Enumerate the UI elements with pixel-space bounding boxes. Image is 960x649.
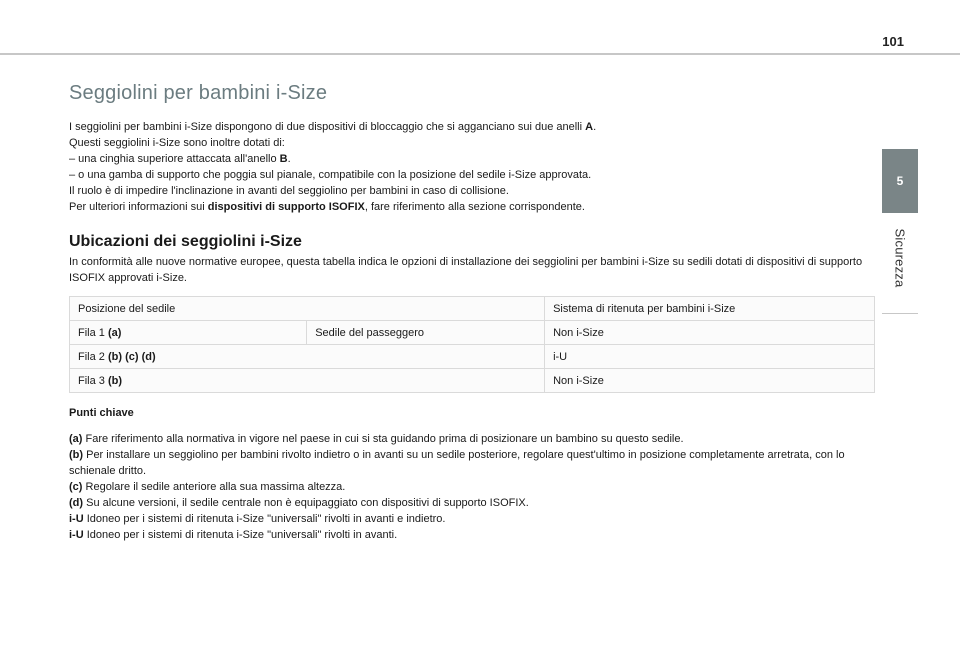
row-value: Non i-Size (545, 321, 875, 345)
intro-text-span: . (593, 121, 597, 133)
note-item (69, 447, 875, 479)
note-text: Idoneo per i sistemi di ritenuta i-Size "universali" rivolti in avanti e indietro. (83, 513, 446, 525)
row-label-text: Fila 3 (78, 374, 108, 387)
row-label-text: Fila 1 (78, 326, 108, 339)
row-note-ref: (a) (107, 326, 122, 339)
note-key: (a) (69, 433, 83, 445)
keypoints-title: Punti chiave (69, 407, 134, 419)
intro-text-span: – una cinghia superiore attaccata all'anello (69, 153, 280, 165)
page-title: Seggiolini per bambini i-Size (69, 82, 328, 104)
table-header-row (70, 297, 875, 321)
ring-a-label: A (585, 121, 594, 133)
ring-b-label: B (279, 153, 288, 165)
row-value: i-U (545, 345, 875, 369)
main-content (69, 82, 875, 543)
note-item (69, 495, 875, 511)
intro-line (69, 151, 875, 167)
header-divider (0, 53, 960, 55)
note-key: i-U (69, 513, 84, 525)
note-item (69, 431, 875, 447)
keypoints-notes (69, 431, 875, 543)
row-label (70, 345, 545, 369)
table-row (70, 369, 875, 393)
intro-text-span: , fare riferimento alla sezione corrispondente. (364, 201, 585, 213)
lead-paragraph: In conformità alle nuove normative europee, questa tabella indica le opzioni di installazione dei seggiolini per bambini i-Size su sedili dotati di dispositivi di supporto ISOFIX approvati i-Size. (69, 256, 863, 284)
section-title: Sicurezza (892, 228, 908, 288)
note-item (69, 511, 875, 527)
section-divider (882, 313, 918, 314)
section-tab[interactable]: 5 (882, 149, 918, 213)
table-row (70, 345, 875, 369)
intro-text-span: I seggiolini per bambini i-Size dispongono di due dispositivi di bloccaggio che si agganciano sui due anelli (69, 121, 586, 133)
note-text: Regolare il sedile anteriore alla sua massima altezza. (82, 481, 346, 493)
note-key: i-U (69, 529, 84, 541)
intro-text-span: . (287, 153, 291, 165)
note-text: Su alcune versioni, il sedile centrale non è equipaggiato con dispositivi di supporto ISOFIX. (83, 497, 529, 509)
intro-line: – o una gamba di supporto che poggia sul pianale, compatibile con la posizione del sedile i-Size approvata. (69, 169, 592, 181)
row-label-text: Fila 2 (78, 350, 108, 363)
isize-compatibility-table (69, 296, 875, 393)
row-label (70, 321, 307, 345)
note-text: Fare riferimento alla normativa in vigore nel paese in cui si sta guidando prima di posizionare un bambino su questo sedile. (82, 433, 684, 445)
row-label (70, 369, 545, 393)
row-note-ref: (b) (c) (d) (107, 350, 156, 363)
section-subtitle: Ubicazioni dei seggiolini i-Size (69, 233, 302, 250)
row-seat: Sedile del passeggero (307, 321, 545, 345)
table-row (70, 321, 875, 345)
isofix-link-text: dispositivi di supporto ISOFIX (207, 201, 365, 213)
intro-line (69, 199, 875, 215)
row-value: Non i-Size (545, 369, 875, 393)
intro-line: Il ruolo è di impedire l'inclinazione in avanti del seggiolino per bambini in caso di collisione. (69, 185, 509, 197)
note-item (69, 527, 875, 543)
note-text: Idoneo per i sistemi di ritenuta i-Size "universali" rivolti in avanti. (83, 529, 398, 541)
row-note-ref: (b) (107, 374, 123, 387)
header-seat-position: Posizione del sedile (70, 297, 545, 321)
note-item (69, 479, 875, 495)
note-key: (c) (69, 481, 83, 493)
header-restraint-system: Sistema di ritenuta per bambini i-Size (545, 297, 875, 321)
note-key: (b) (69, 449, 84, 461)
page-number: 101 (882, 34, 904, 49)
note-key: (d) (69, 497, 84, 509)
intro-text-span: Per ulteriori informazioni sui (69, 201, 208, 213)
note-text: Per installare un seggiolino per bambini rivolto indietro o in avanti su un sedile posteriore, regolare quest'ultimo in posizione completamente arretrata, con lo schienale dritto. (69, 449, 845, 477)
intro-text (69, 119, 875, 215)
intro-line: Questi seggiolini i-Size sono inoltre dotati di: (69, 137, 285, 149)
intro-line (69, 119, 875, 135)
